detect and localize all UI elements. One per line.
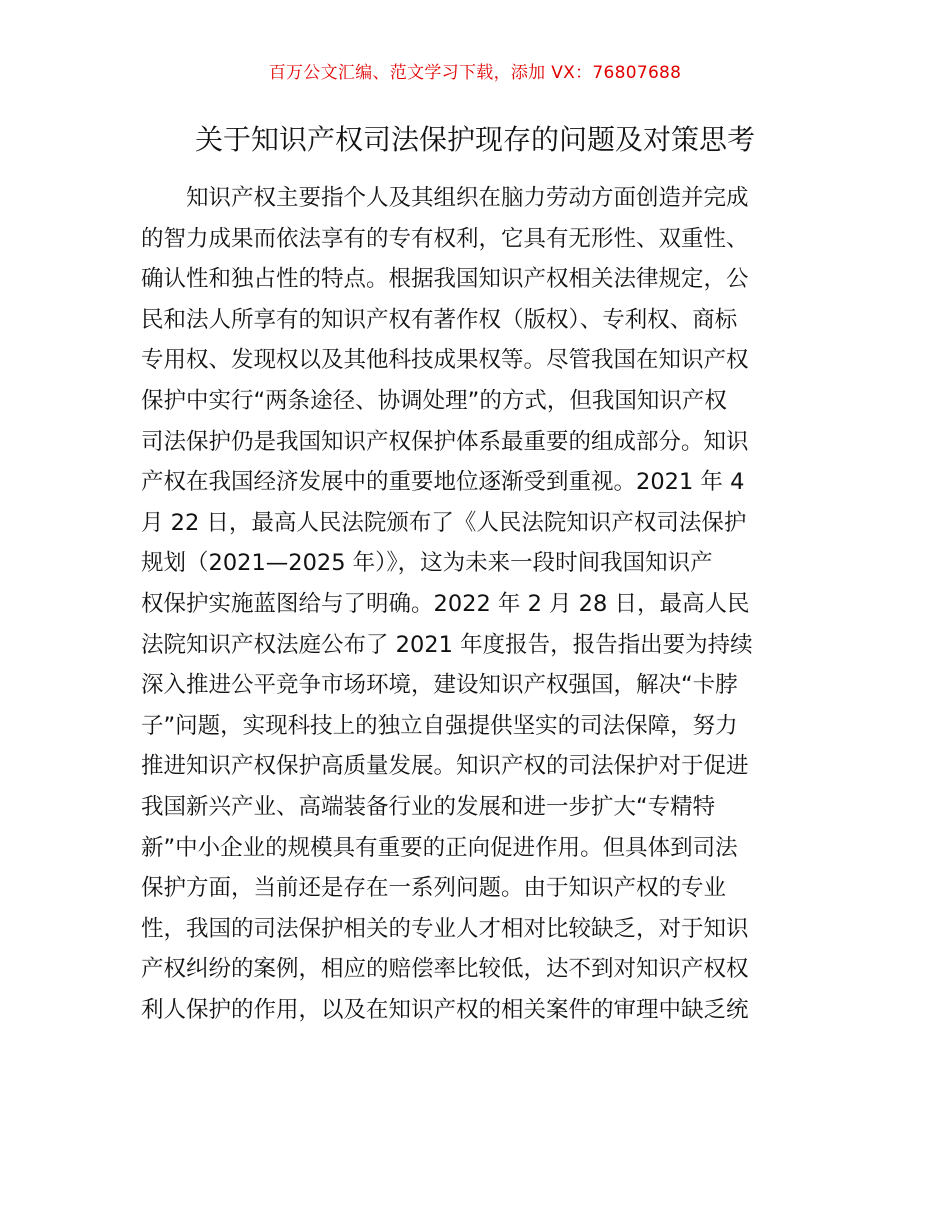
body-line: 专用权、发现权以及其他科技成果权等。尽管我国在知识产权 [141,347,749,374]
body-line: 产权在我国经济发展中的重要地位逐渐受到重视。2021 年 4 [141,469,745,496]
body-line: 权保护实施蓝图给与了明确。2022 年 2 月 28 日，最高人民 [141,590,750,617]
document-title: 关于知识产权司法保护现存的问题及对策思考 [194,123,755,156]
body-line: 确认性和独占性的特点。根据我国知识产权相关法律规定，公 [141,266,749,293]
promo-header: 百万公文汇编、范文学习下载，添加 VX：76807688 [268,63,682,83]
body-line: 法院知识产权法庭公布了 2021 年度报告，报告指出要为持续 [141,631,753,658]
body-line: 推进知识产权保护高质量发展。知识产权的司法保护对于促进 [141,753,749,780]
body-line: 保护方面，当前还是存在一系列问题。由于知识产权的专业 [141,875,727,902]
body-line: 月 22 日，最高人民法院颁布了《人民法院知识产权司法保护 [141,509,747,536]
body-line: 保护中实行“两条途径、协调处理”的方式，但我国知识产权 [141,387,727,414]
body-paragraph [141,178,821,1030]
body-line: 性，我国的司法保护相关的专业人才相对比较缺乏，对于知识 [141,915,749,942]
body-line: 规划（2021—2025 年）》，这为未来一段时间我国知识产 [141,550,713,577]
body-line: 产权纠纷的案例，相应的赔偿率比较低，达不到对知识产权权 [141,956,749,983]
body-line: 我国新兴产业、高端装备行业的发展和进一步扩大“专精特 [141,793,716,820]
body-line: 子”问题，实现科技上的独立自强提供坚实的司法保障，努力 [141,712,738,739]
body-line: 利人保护的作用，以及在知识产权的相关案件的审理中缺乏统 [141,996,749,1023]
body-line: 新”中小企业的规模具有重要的正向促进作用。但具体到司法 [141,834,738,861]
body-line: 民和法人所享有的知识产权有著作权（版权）、专利权、商标 [141,306,738,333]
body-line: 知识产权主要指个人及其组织在脑力劳动方面创造并完成 [186,185,749,211]
body-line: 司法保护仍是我国知识产权保护体系最重要的组成部分。知识 [141,428,749,455]
body-line: 的智力成果而依法享有的专有权利，它具有无形性、双重性、 [141,225,749,252]
body-line: 深入推进公平竞争市场环境，建设知识产权强国，解决“卡脖 [141,672,738,699]
